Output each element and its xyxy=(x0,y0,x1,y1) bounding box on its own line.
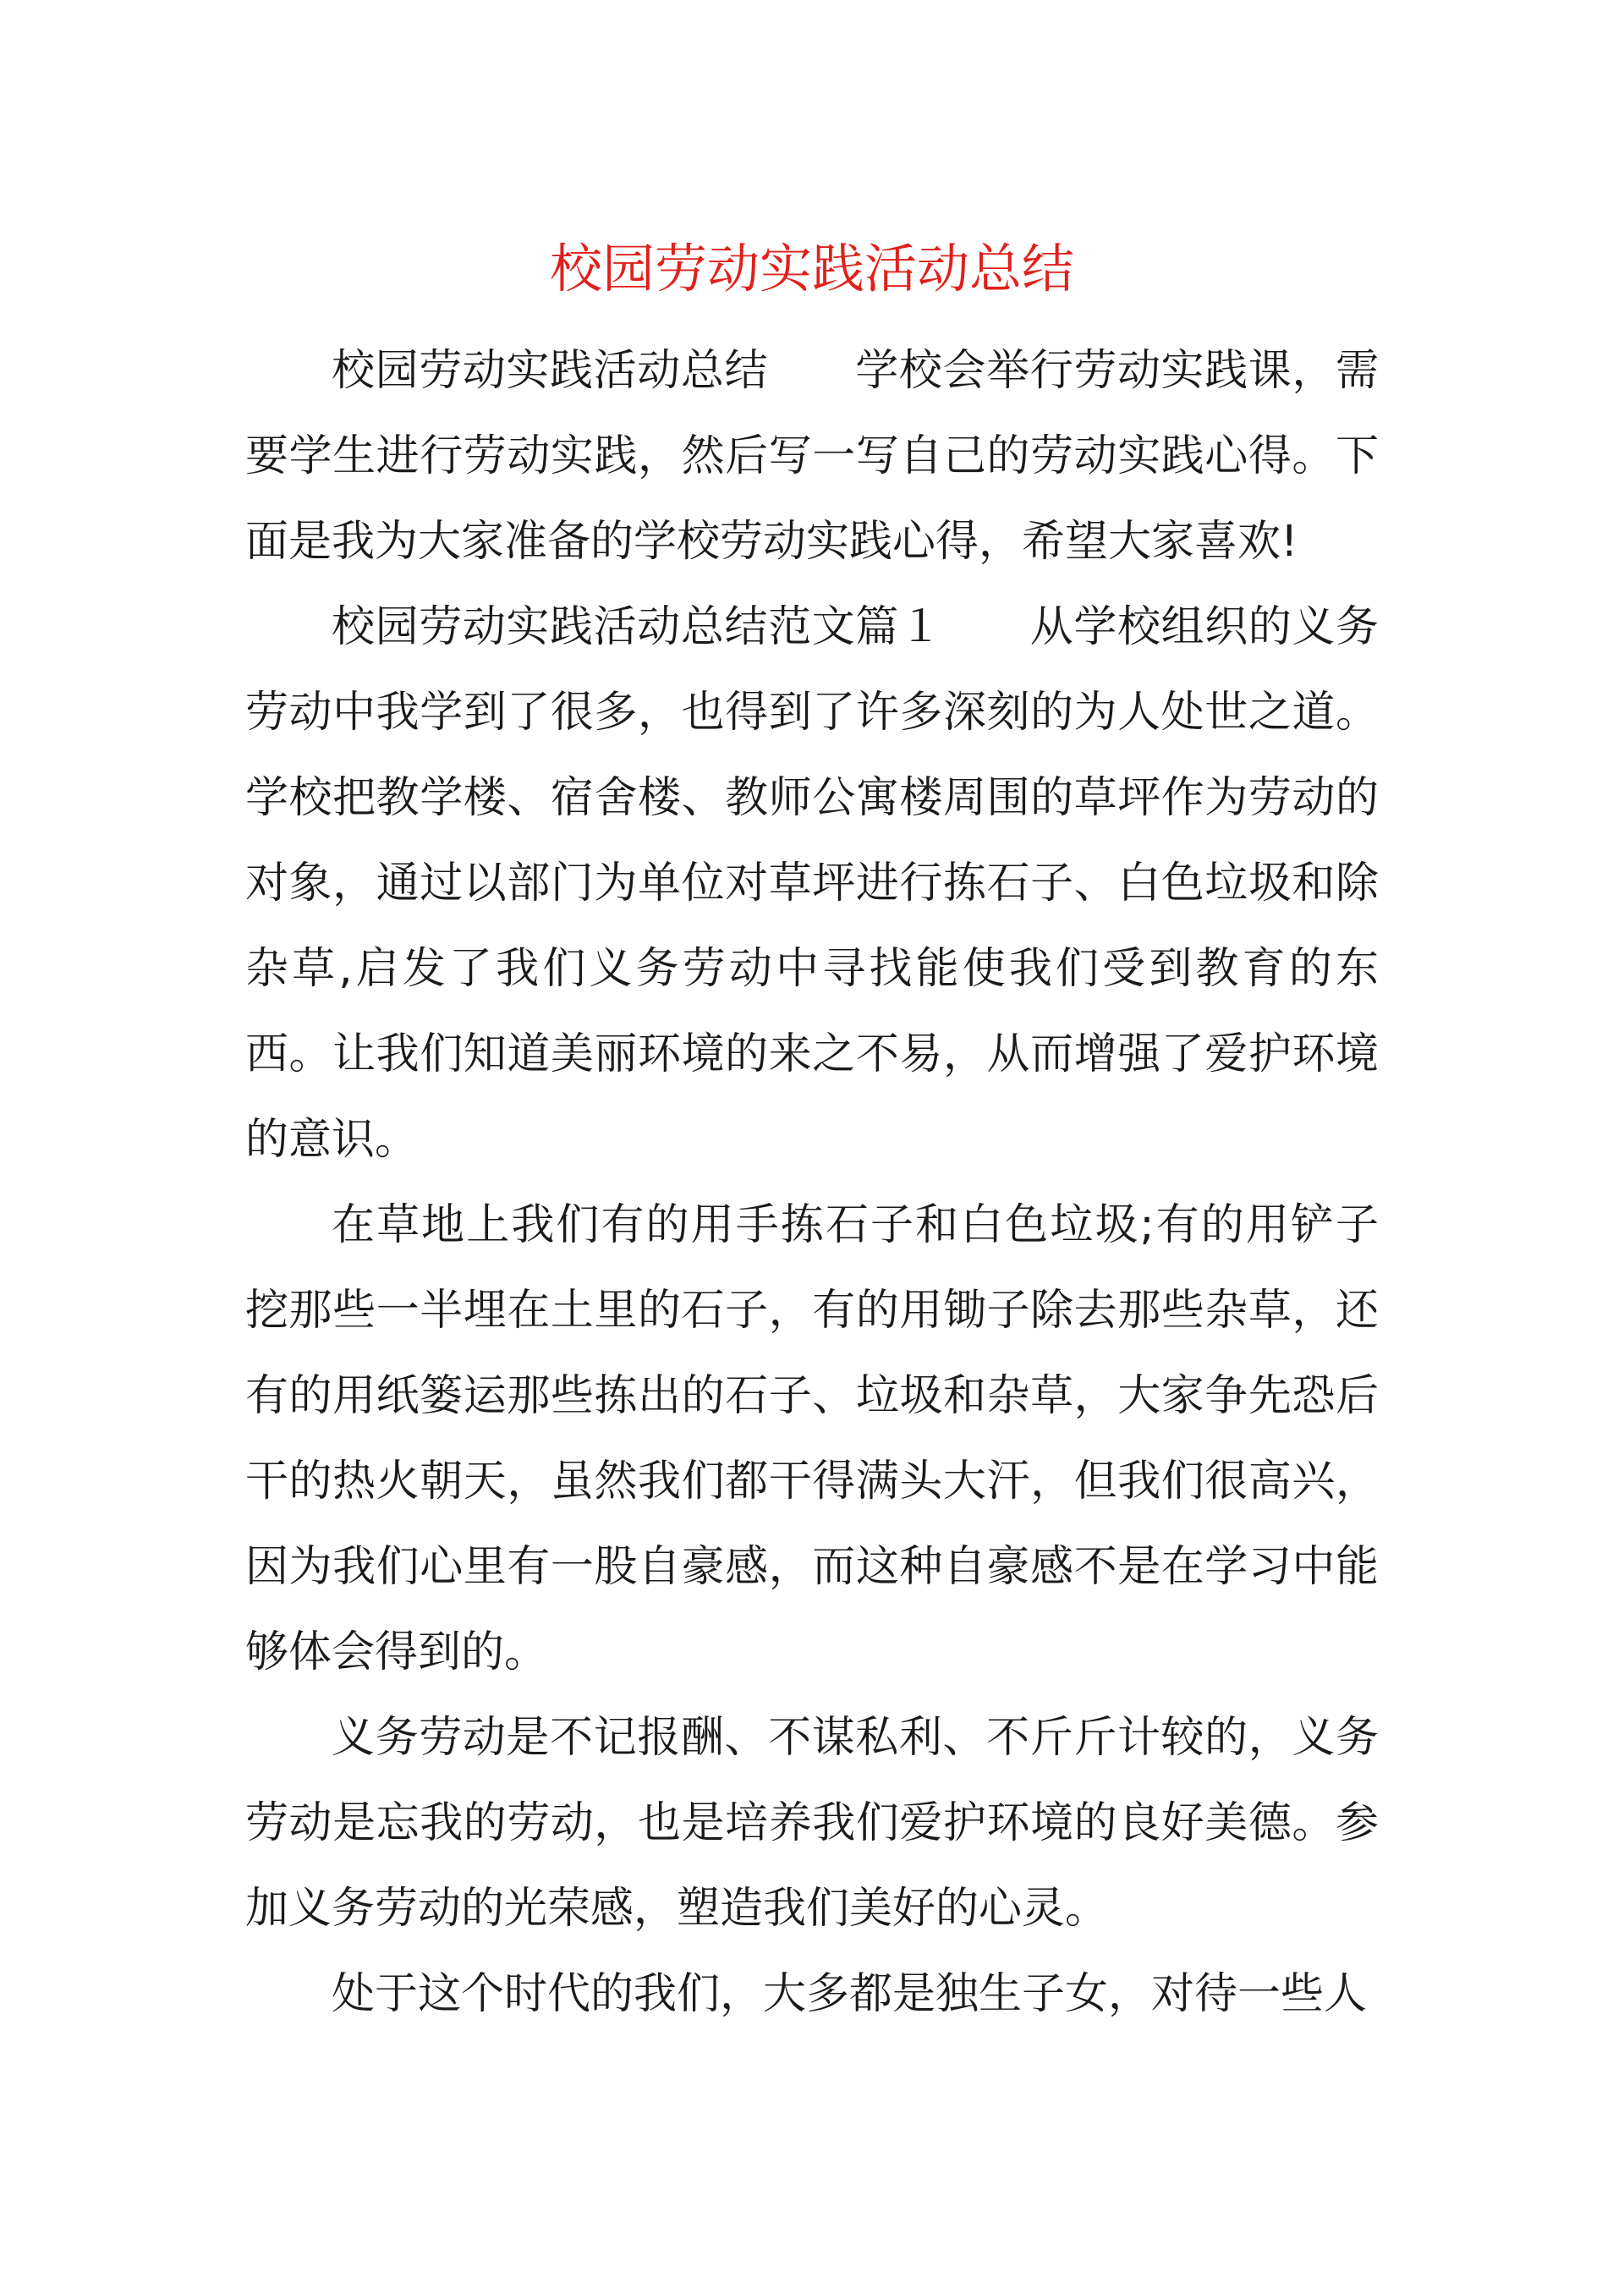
paragraph-sample-1: 校园劳动实践活动总结范文篇１ 从学校组织的义务劳动中我学到了很多，也得到了许多深刻的为人处世之道。学校把教学楼、宿舍楼、教师公寓楼周围的草坪作为劳动的对象，通过以部门为单位对草坪进行拣石子、白色垃圾和除杂草,启发了我们义务劳动中寻找能使我们受到教育的东西。让我们知道美丽环境的来之不易，从而增强了爱护环境的意识。 xyxy=(245,602,1379,1165)
document-body xyxy=(245,328,1379,2037)
paragraph-only-children: 处于这个时代的我们，大多都是独生子女，对待一些人 xyxy=(332,1969,1368,2019)
document-title: 校园劳动实践活动总结 xyxy=(549,238,1074,299)
paragraph-volunteer-labor: 义务劳动是不记报酬、不谋私利、不斤斤计较的，义务劳动是忘我的劳动，也是培养我们爱护环境的良好美德。参加义务劳动的光荣感，塑造我们美好的心灵。 xyxy=(245,1713,1379,1934)
paragraph-lawn-work: 在草地上我们有的用手拣石子和白色垃圾;有的用铲子挖那些一半埋在土里的石子，有的用锄子除去那些杂草，还有的用纸篓运那些拣出的石子、垃圾和杂草，大家争先恐后干的热火朝天，虽然我们都干得满头大汗，但我们很高兴，因为我们心里有一股自豪感，而这种自豪感不是在学习中能够体会得到的。 xyxy=(245,1200,1379,1677)
paragraph-intro: 校园劳动实践活动总结 学校会举行劳动实践课，需要学生进行劳动实践，然后写一写自己的劳动实践心得。下面是我为大家准备的学校劳动实践心得，希望大家喜欢! xyxy=(245,346,1379,567)
